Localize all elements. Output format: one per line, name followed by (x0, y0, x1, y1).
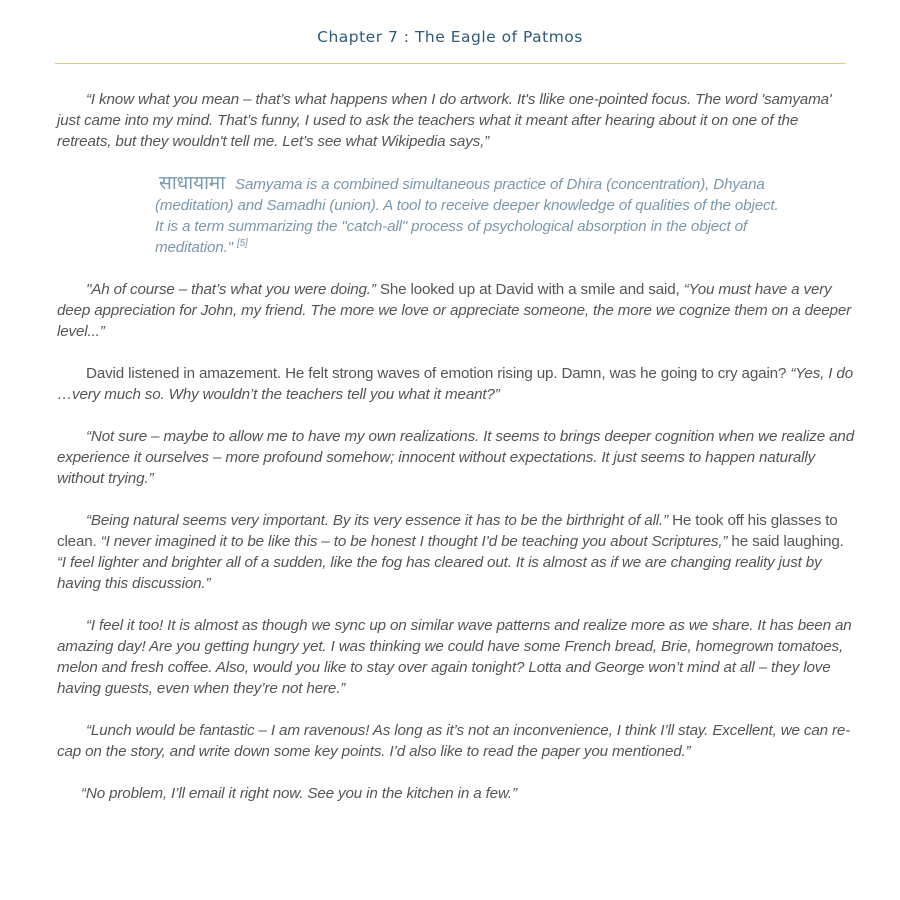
paragraph-8: “No problem, I’ll email it right now. See you in the kitchen in a few.” (81, 785, 517, 802)
chapter-title: Chapter 7 : The Eagle of Patmos (317, 28, 583, 46)
wikipedia-quote (155, 173, 785, 258)
paragraph-5-narration-b: he said laughing. (727, 533, 844, 550)
header-divider (55, 63, 846, 64)
quote-text: Samyama is a combined simultaneous practice of Dhira (concentration), Dhyana (meditation) and Samadhi (union). A tool to receive deeper knowledge of qualities of the object. It is a term summarizing the "catch-all" process of psychological absorption in the object of meditation." (155, 176, 779, 256)
paragraph-5-narration-a: He took off his glasses to clean. (57, 512, 838, 550)
paragraph-2-quote-b: “You must have a very deep appreciation for John, my friend. The more we love or appreciate someone, the more we cognize them on a deeper level...” (57, 281, 852, 340)
sanskrit-term: साधायामा (159, 172, 225, 194)
paragraph-3 (57, 363, 854, 405)
paragraph-5-quote-b: “I never imagined it to be like this – to be honest I thought I’d be teaching you about Scriptures,” (100, 533, 728, 550)
chapter-body (57, 89, 854, 825)
paragraph-3-quote: “Yes, I do …very much so. Why wouldn’t the teachers tell you what it meant?” (57, 365, 854, 403)
paragraph-2-quote-a: "Ah of course – that’s what you were doing.” (86, 281, 376, 298)
paragraph-4: “Not sure – maybe to allow me to have my own realizations. It seems to brings deeper cognition when we realize and experience it ourselves – more profound somehow; innocent without expectations. It just seems to happen naturally without trying.” (57, 428, 854, 487)
paragraph-7: “Lunch would be fantastic – I am ravenous! As long as it’s not an inconvenience, I think I’ll stay. Excellent, we can re-cap on the story, and write down some key points. I’d also like to read the paper you mentioned.” (57, 722, 851, 760)
paragraph-3-narration: David listened in amazement. He felt strong waves of emotion rising up. Damn, was he going to cry again? (86, 365, 791, 382)
paragraph-5-quote-a: “Being natural seems very important. By its very essence it has to be the birthright of all.” (86, 512, 669, 529)
paragraph-2 (57, 279, 854, 342)
footnote-reference[interactable]: [5] (236, 237, 248, 249)
paragraph-5-quote-c: “I feel lighter and brighter all of a sudden, like the fog has cleared out. It is almost as if we are changing reality just by having this discussion.” (57, 554, 822, 592)
paragraph-1: “I know what you mean – that’s what happens when I do artwork. It's llike one-pointed focus. The word 'samyama' just came into my mind. That’s funny, I used to ask the teachers what it meant after hearing about it on one of the retreats, but they wouldn't tell me. Let’s see what Wikipedia says,” (57, 91, 832, 150)
paragraph-5 (57, 510, 854, 594)
paragraph-2-narration: She looked up at David with a smile and said, (375, 281, 684, 298)
paragraph-6: “I feel it too! It is almost as though we sync up on similar wave patterns and realize more as we share. It has been an amazing day! Are you getting hungry yet. I was thinking we could have some French bread, Brie, homegrown tomatoes, melon and fresh coffee. Also, would you like to stay over again tonight? Lotta and George won’t mind at all – they love having guests, even when they’re not here.” (57, 617, 852, 697)
